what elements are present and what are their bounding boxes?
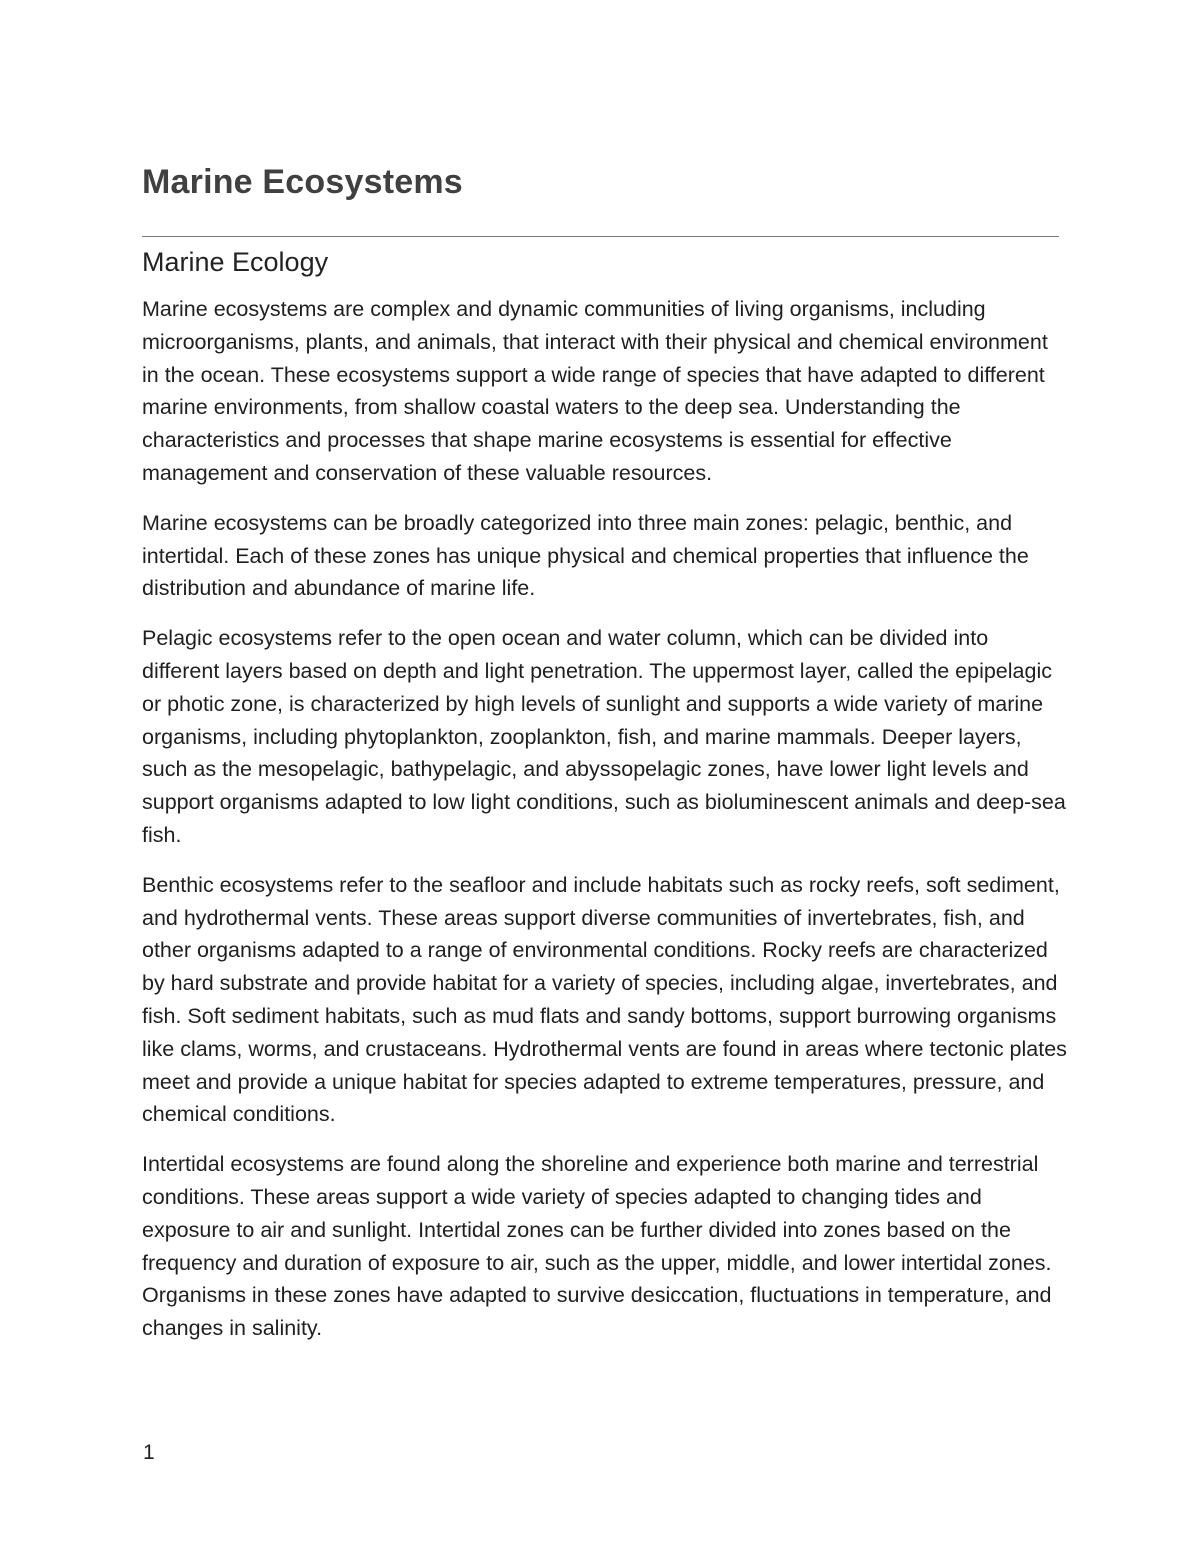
paragraph-zones: Marine ecosystems can be broadly categorized into three main zones: pelagic, benthic, and intertidal. Each of these zones has unique physical and chemical properties that influence the distribution and abundance of marine life. — [142, 510, 1029, 601]
page-title: Marine Ecosystems — [142, 163, 463, 201]
page-number: 1 — [143, 1441, 155, 1464]
paragraph-intertidal: Intertidal ecosystems are found along the shoreline and experience both marine and terrestrial conditions. These areas support a wide variety of species adapted to changing tides and exposure to air and sunlight. Intertidal zones can be further divided into zones based on the frequency and duration of exposure to air, such as the upper, middle, and lower intertidal zones. Organisms in these zones have adapted to survive desiccation, fluctuations in temperature, and changes in salinity. — [142, 1152, 1052, 1341]
paragraph-pelagic: Pelagic ecosystems refer to the open ocean and water column, which can be divided into different layers based on depth and light penetration. The uppermost layer, called the epipelagic or photic zone, is characterized by high levels of sunlight and supports a wide variety of marine organisms, including phytoplankton, zooplankton, fish, and marine mammals. Deeper layers, such as the mesopelagic, bathypelagic, and abyssopelagic zones, have lower light levels and support organisms adapted to low light conditions, such as bioluminescent animals and deep-sea fish. — [142, 626, 1066, 847]
paragraph-benthic: Benthic ecosystems refer to the seafloor and include habitats such as rocky reefs, soft sediment, and hydrothermal vents. These areas support diverse communities of invertebrates, fish, and other organisms adapted to a range of environmental conditions. Rocky reefs are characterized by hard substrate and provide habitat for a variety of species, including algae, invertebrates, and fish. Soft sediment habitats, such as mud flats and sandy bottoms, support burrowing organisms like clams, worms, and crustaceans. Hydrothermal vents are found in areas where tectonic plates meet and provide a unique habitat for species adapted to extreme temperatures, pressure, and chemical conditions. — [142, 872, 1067, 1127]
section-heading: Marine Ecology — [142, 247, 329, 277]
title-divider — [142, 236, 1059, 237]
body-text — [142, 293, 1067, 1362]
paragraph-intro: Marine ecosystems are complex and dynamic communities of living organisms, including microorganisms, plants, and animals, that interact with their physical and chemical environment in the ocean. These ecosystems support a wide range of species that have adapted to different marine environments, from shallow coastal waters to the deep sea. Understanding the characteristics and processes that shape marine ecosystems is essential for effective management and conservation of these valuable resources. — [142, 297, 1048, 485]
